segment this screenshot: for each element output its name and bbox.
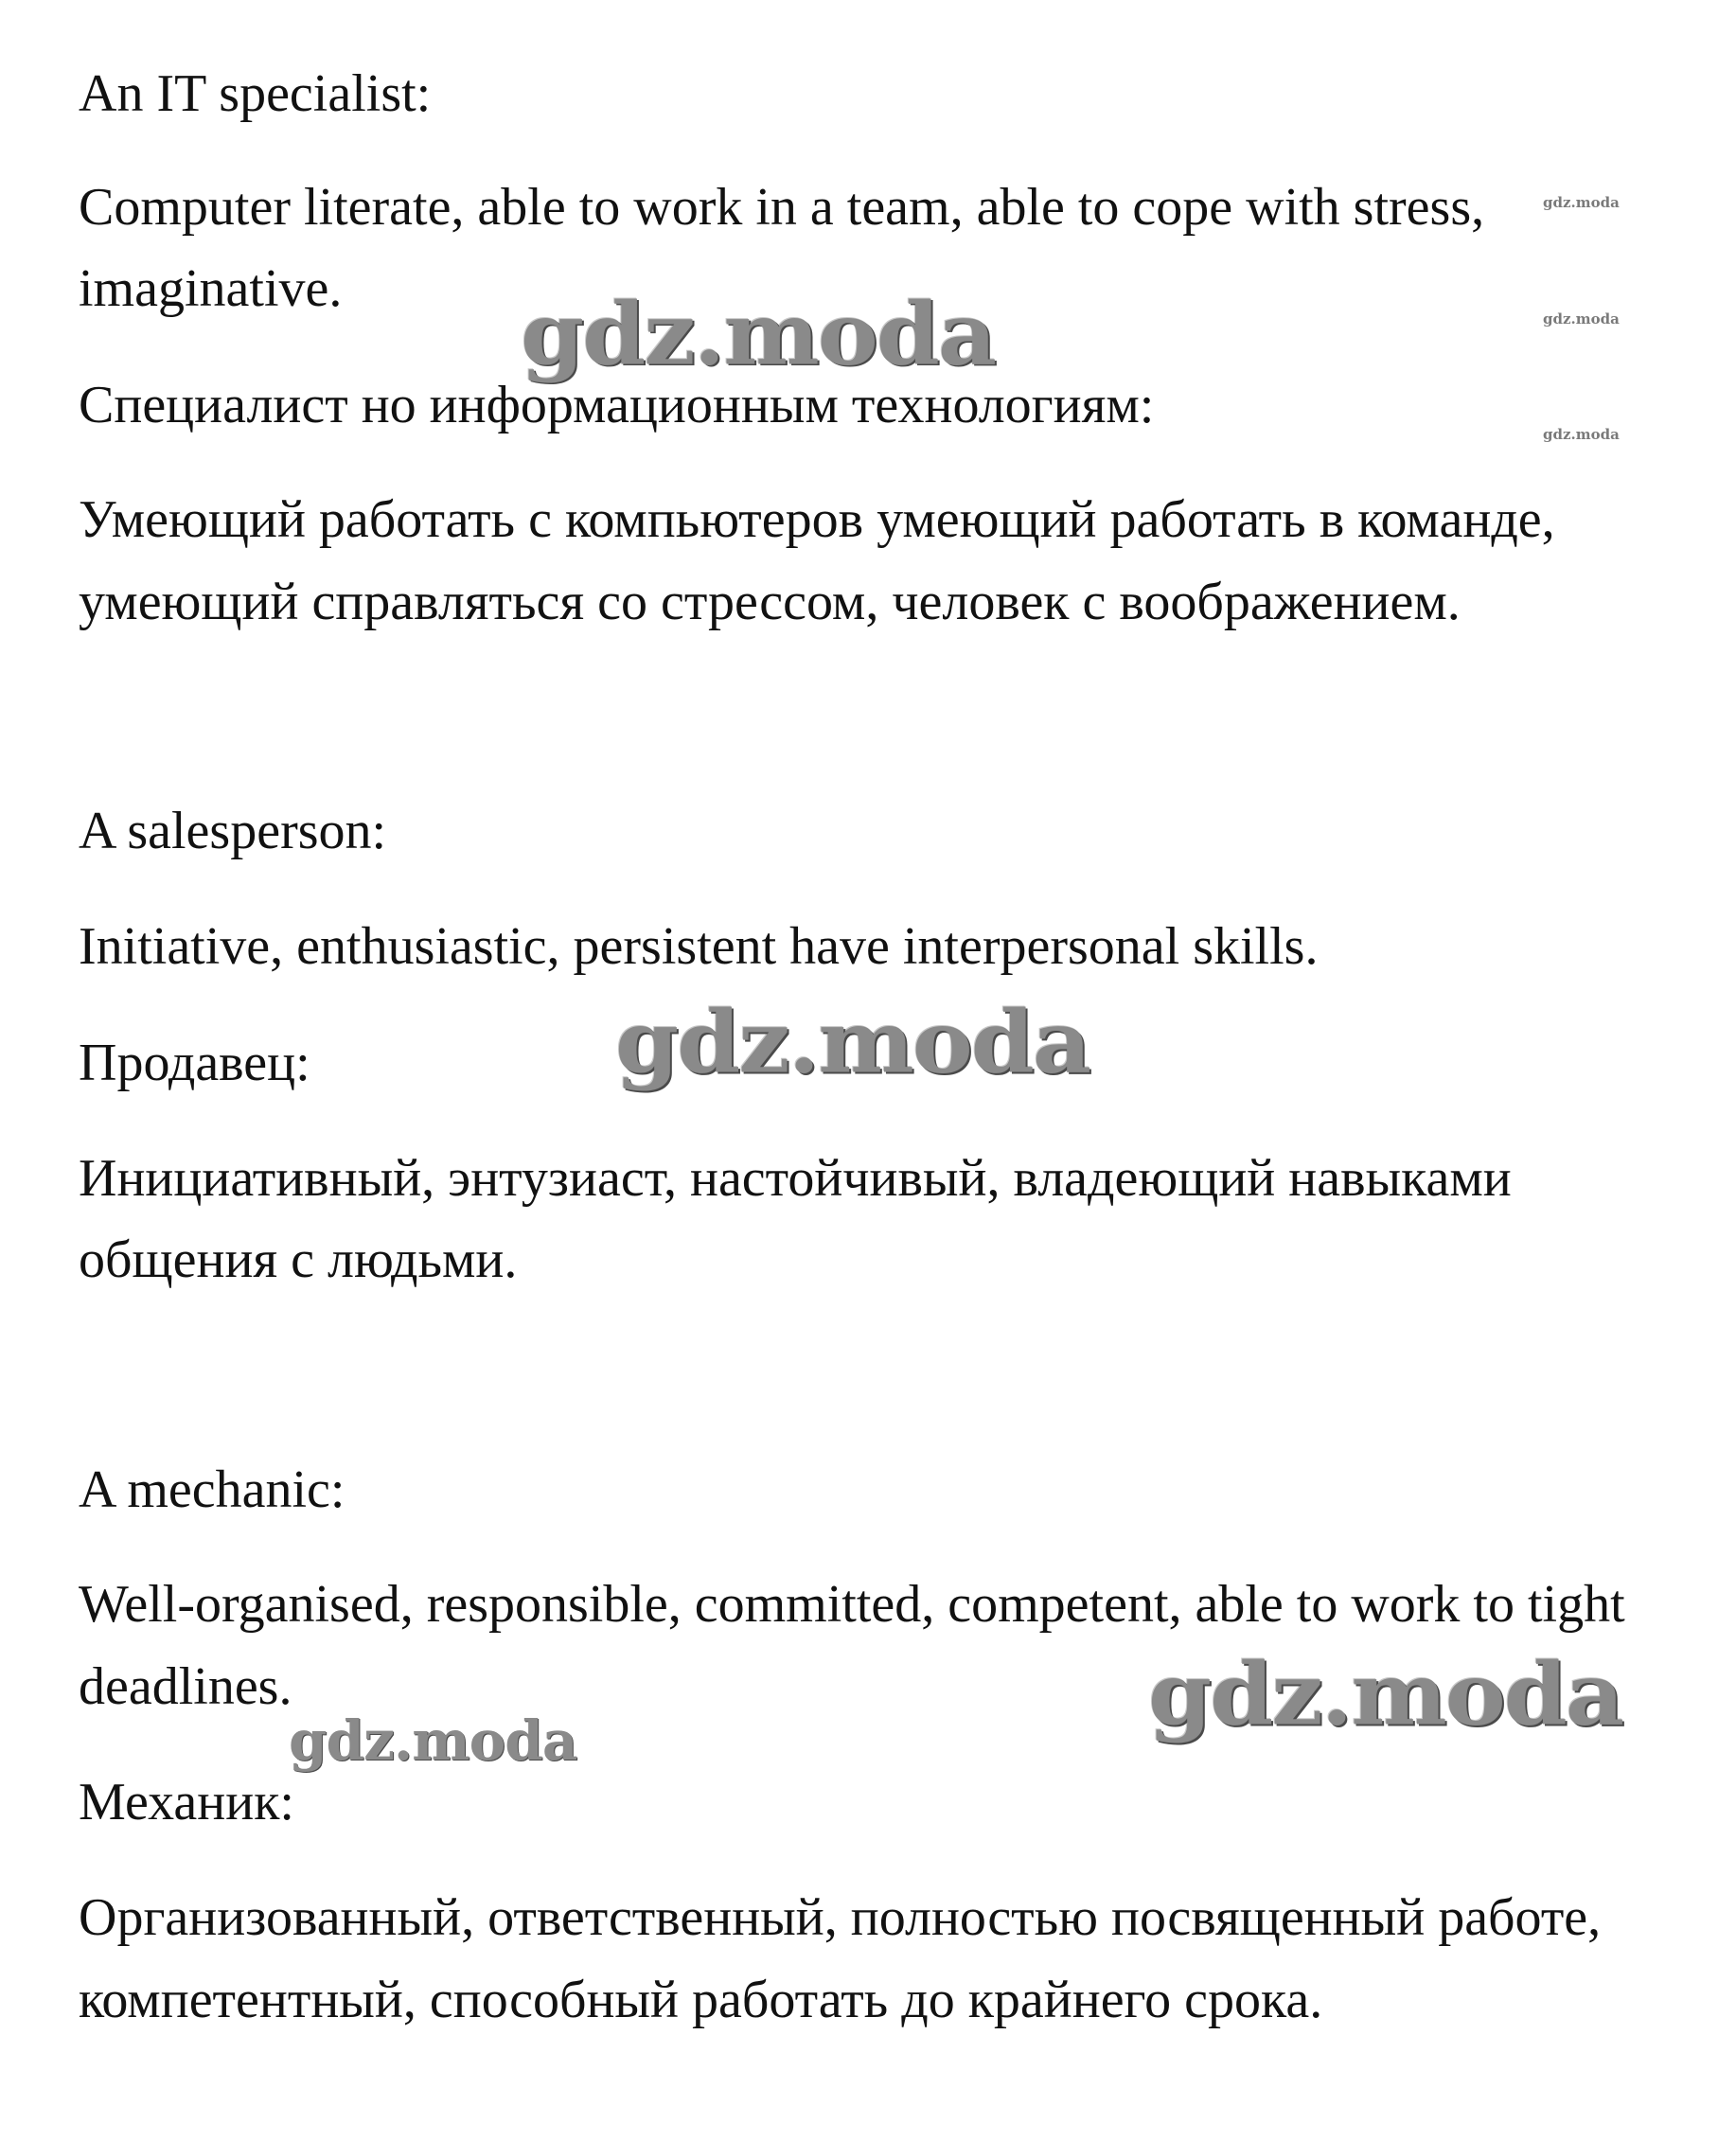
text-line: Initiative, enthusiastic, persistent have interpersonal skills. [79, 917, 1319, 976]
watermark: gdz.moda [1543, 310, 1620, 327]
text-line: Инициативный, энтузиаст, настойчивый, владеющий навыками [79, 1149, 1512, 1208]
text-line: imaginative. [79, 259, 343, 318]
heading-it-specialist: An IT specialist: [79, 64, 432, 123]
text-line: компетентный, способный работать до крайнего срока. [79, 1971, 1323, 2029]
heading-salesperson: A salesperson: [79, 802, 387, 860]
text-line: общения с людьми. [79, 1230, 518, 1289]
watermark: gdz.moda [521, 282, 996, 385]
text-line: умеющий справляться со стрессом, человек с воображением. [79, 573, 1461, 631]
heading-it-specialist-ru: Специалист но информационным технологиям: [79, 376, 1155, 434]
watermark: gdz.moda [1543, 194, 1620, 211]
heading-salesperson-ru: Продавец: [79, 1034, 310, 1092]
watermark: gdz.moda [1543, 426, 1620, 443]
text-line: Умеющий работать с компьютеров умеющий работать в команде, [79, 490, 1555, 549]
heading-mechanic-ru: Механик: [79, 1773, 294, 1831]
text-line: deadlines. [79, 1657, 292, 1716]
text-line: Well-organised, responsible, committed, competent, able to work to tight [79, 1575, 1625, 1634]
heading-mechanic: A mechanic: [79, 1460, 345, 1519]
watermark: gdz.moda [289, 1708, 577, 1773]
text-line: Computer literate, able to work in a team, able to cope with stress, [79, 178, 1485, 237]
watermark: gdz.moda [615, 990, 1090, 1093]
watermark: gdz.moda [1148, 1642, 1623, 1745]
text-line: Организованный, ответственный, полностью посвященный работе, [79, 1888, 1602, 1947]
